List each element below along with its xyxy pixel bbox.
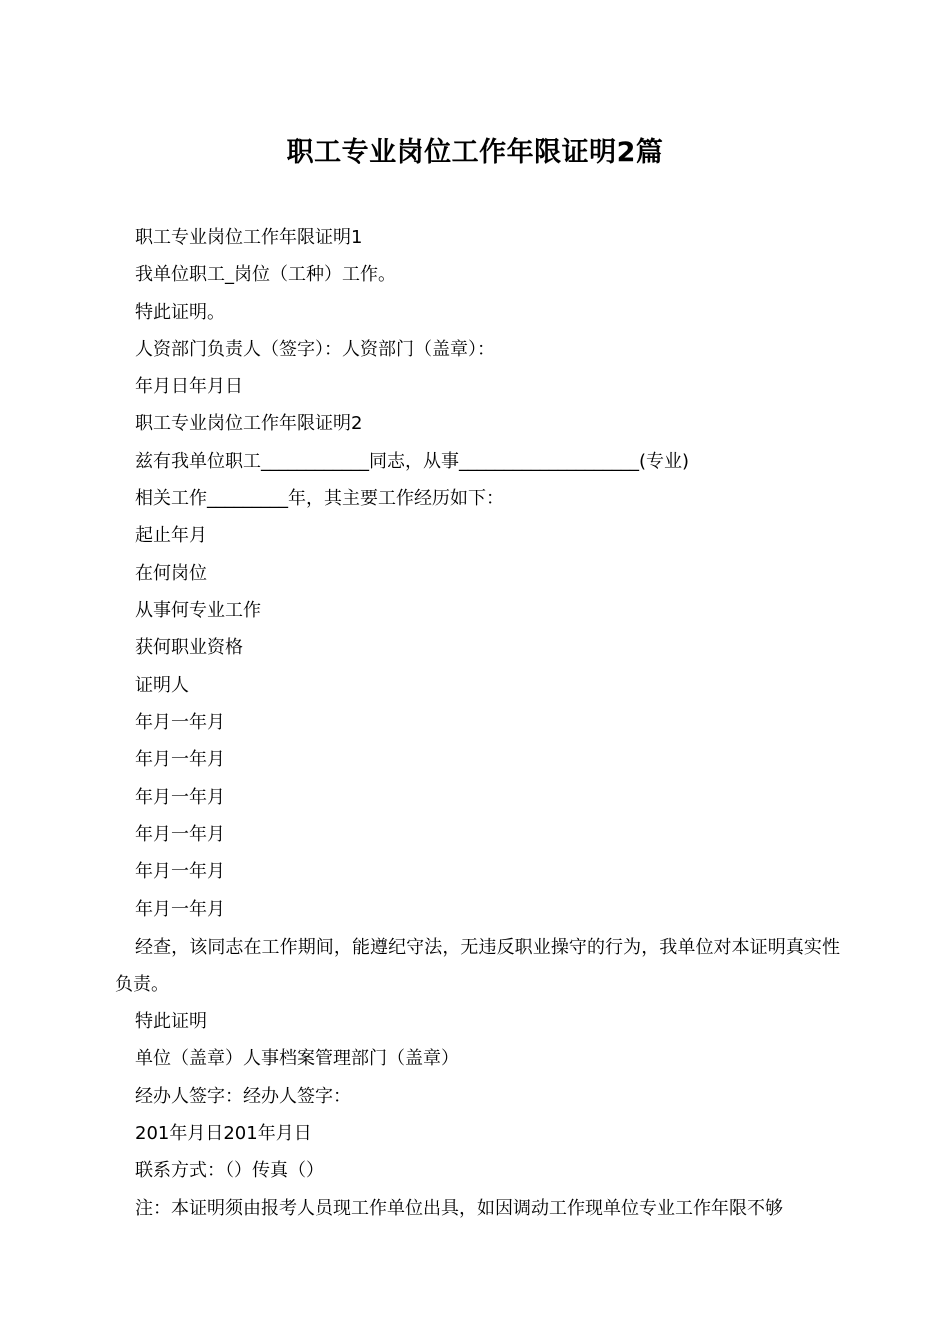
- text-line: 我单位职工_岗位（工种）工作。: [135, 264, 396, 285]
- note-line: 注：本证明须由报考人员现工作单位出具，如因调动工作现单位专业工作年限不够: [135, 1198, 783, 1219]
- text-line: 证明人: [135, 675, 189, 696]
- text-line: 联系方式：（）传真（）: [135, 1160, 324, 1181]
- text-line: 单位（盖章）人事档案管理部门（盖章）: [135, 1048, 459, 1069]
- text-line: 在何岗位: [135, 563, 207, 584]
- text-line: 年月一年月: [135, 824, 225, 845]
- text-line: 职工专业岗位工作年限证明1: [135, 227, 363, 248]
- text-line: 职工专业岗位工作年限证明2: [135, 413, 363, 434]
- text-line: 获何职业资格: [135, 637, 243, 658]
- text-line: 年月一年月: [135, 861, 225, 882]
- text-line: 年月日年月日: [135, 376, 243, 397]
- text-line: 起止年月: [135, 525, 207, 546]
- text-line: 从事何专业工作: [135, 600, 261, 621]
- text-line: 人资部门负责人（签字）：人资部门（盖章）：: [135, 339, 495, 360]
- document-title: 职工专业岗位工作年限证明2篇: [286, 137, 664, 168]
- text-line: 特此证明。: [135, 302, 225, 323]
- text-line: 年月一年月: [135, 749, 225, 770]
- text-line: 经办人签字：经办人签字：: [135, 1086, 351, 1107]
- text-line: 年月一年月: [135, 787, 225, 808]
- verification-paragraph: 经查，该同志在工作期间，能遵纪守法，无违反职业操守的行为，我单位对本证明真实性负责。: [115, 937, 840, 995]
- text-line: 相关工作_________年，其主要工作经历如下：: [135, 488, 504, 509]
- text-line: 201年月日201年月日: [135, 1123, 312, 1144]
- text-line: 特此证明: [135, 1011, 207, 1032]
- text-line: 年月一年月: [135, 899, 225, 920]
- text-line: 年月一年月: [135, 712, 225, 733]
- text-line: 兹有我单位职工____________同志，从事____________________(专业): [135, 451, 690, 472]
